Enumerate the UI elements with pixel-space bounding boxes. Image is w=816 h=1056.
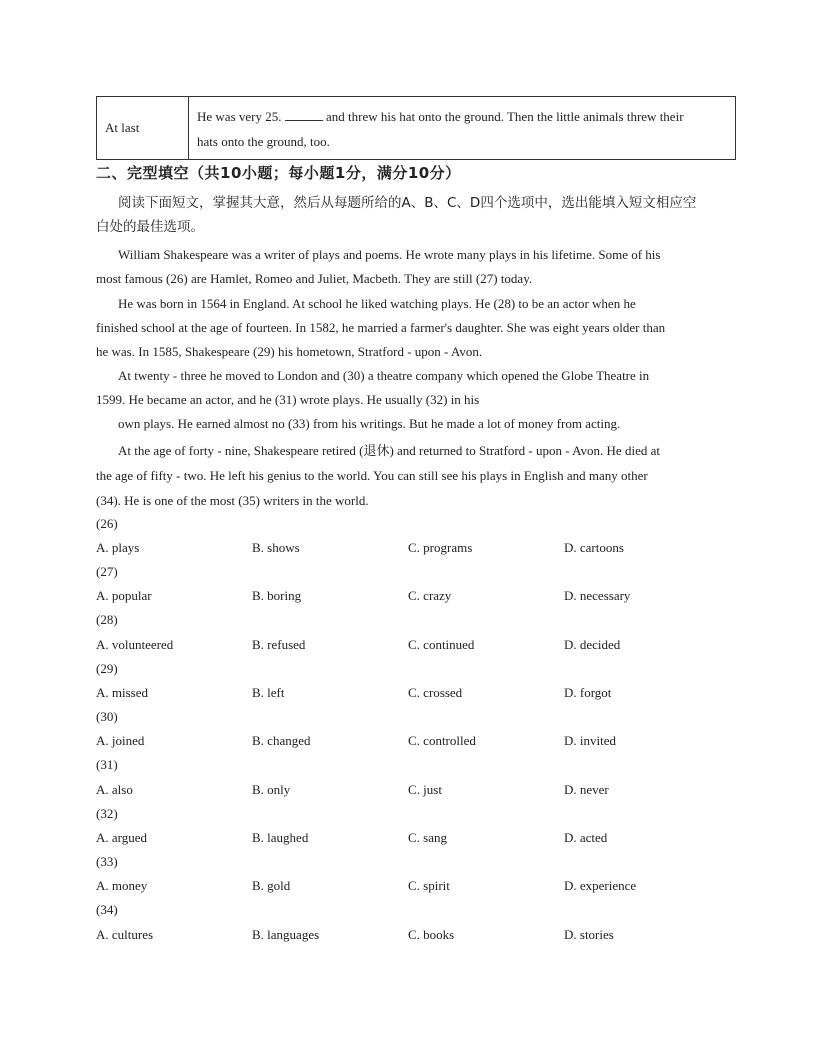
option-a[interactable]: A. also: [96, 782, 133, 797]
option-d[interactable]: D. experience: [564, 878, 637, 893]
option-b[interactable]: B. changed: [252, 733, 311, 748]
option-a[interactable]: A. volunteered: [96, 637, 174, 652]
question-number: (34): [96, 902, 118, 917]
passage-line: finished school at the age of fourteen. In 1582, he married a farmer's daughter. She was eight years older than: [96, 320, 666, 335]
option-a[interactable]: A. missed: [96, 685, 148, 700]
option-a[interactable]: A. popular: [96, 588, 152, 603]
option-c[interactable]: C. controlled: [408, 733, 476, 748]
instruction-line-1: 阅读下面短文，掌握其大意，然后从每题所给的A、B、C、D四个选项中，选出能填入短文相应空: [118, 195, 697, 211]
option-c[interactable]: C. sang: [408, 830, 447, 845]
passage-line: the age of fifty - two. He left his genius to the world. You can still see his plays in English and many other: [96, 468, 648, 483]
option-d[interactable]: D. decided: [564, 637, 621, 652]
passage-line: William Shakespeare was a writer of plays and poems. He wrote many plays in his lifetime. Some of his: [118, 247, 661, 262]
option-d[interactable]: D. never: [564, 782, 609, 797]
passage-paragraph-2: [96, 292, 720, 364]
option-b[interactable]: B. gold: [252, 878, 291, 893]
passage-line: (34). He is one of the most (35) writers in the world.: [96, 493, 369, 508]
option-c[interactable]: C. continued: [408, 637, 475, 652]
table-cell-content: [189, 97, 735, 159]
table-text-after-blank: and threw his hat onto the ground. Then the little animals threw their: [325, 109, 684, 124]
table-cell-label: At last: [97, 97, 189, 159]
passage-line: At the age of forty - nine, Shakespeare retired (退休) and returned to Stratford - upon - Avon. He died at: [118, 443, 660, 458]
table-text-line2: hats onto the ground, too.: [197, 134, 330, 149]
question-number: (27): [96, 564, 118, 579]
option-b[interactable]: B. refused: [252, 637, 306, 652]
passage-line: At twenty - three he moved to London and (30) a theatre company which opened the Globe Theatre in: [118, 368, 650, 383]
option-a[interactable]: A. joined: [96, 733, 145, 748]
option-c[interactable]: C. just: [408, 782, 442, 797]
option-c[interactable]: C. books: [408, 927, 455, 942]
instruction-line-2: 白处的最佳选项。: [96, 219, 204, 235]
passage-paragraph-4: [96, 438, 720, 513]
table-text-before-blank: He was very 25.: [197, 109, 282, 124]
option-d[interactable]: D. invited: [564, 733, 616, 748]
section-title: 二、完型填空（共10小题；每小题1分，满分10分）: [96, 164, 461, 182]
option-a[interactable]: A. cultures: [96, 927, 154, 942]
option-a[interactable]: A. plays: [96, 540, 140, 555]
passage-line: most famous (26) are Hamlet, Romeo and Juliet, Macbeth. They are still (27) today.: [96, 271, 533, 286]
option-b[interactable]: B. left: [252, 685, 285, 700]
option-b[interactable]: B. shows: [252, 540, 300, 555]
passage-paragraph-1: [96, 243, 720, 291]
question-number: (30): [96, 709, 118, 724]
question-number: (32): [96, 806, 118, 821]
option-b[interactable]: B. laughed: [252, 830, 309, 845]
option-b[interactable]: B. languages: [252, 927, 320, 942]
option-a[interactable]: A. argued: [96, 830, 148, 845]
option-c[interactable]: C. crossed: [408, 685, 463, 700]
question-number: (31): [96, 757, 118, 772]
option-d[interactable]: D. cartoons: [564, 540, 624, 555]
option-c[interactable]: C. crazy: [408, 588, 452, 603]
option-c[interactable]: C. spirit: [408, 878, 450, 893]
question-number: (28): [96, 612, 118, 627]
passage-paragraph-3: [96, 364, 720, 436]
passage-line: He was born in 1564 in England. At school he liked watching plays. He (28) to be an actor when he: [118, 296, 636, 311]
passage-line: 1599. He became an actor, and he (31) wrote plays. He usually (32) in his: [96, 392, 480, 407]
question-number: (26): [96, 516, 118, 531]
option-d[interactable]: D. acted: [564, 830, 608, 845]
option-c[interactable]: C. programs: [408, 540, 473, 555]
question-number: (29): [96, 661, 118, 676]
option-b[interactable]: B. only: [252, 782, 291, 797]
answer-blank: [285, 108, 323, 121]
story-table: [96, 96, 736, 160]
option-a[interactable]: A. money: [96, 878, 148, 893]
passage-line: he was. In 1585, Shakespeare (29) his hometown, Stratford - upon - Avon.: [96, 344, 483, 359]
section-instruction: [96, 191, 720, 239]
option-d[interactable]: D. forgot: [564, 685, 612, 700]
passage-line: own plays. He earned almost no (33) from his writings. But he made a lot of money from acting.: [118, 416, 621, 431]
option-d[interactable]: D. necessary: [564, 588, 631, 603]
question-number: (33): [96, 854, 118, 869]
option-b[interactable]: B. boring: [252, 588, 302, 603]
option-d[interactable]: D. stories: [564, 927, 614, 942]
